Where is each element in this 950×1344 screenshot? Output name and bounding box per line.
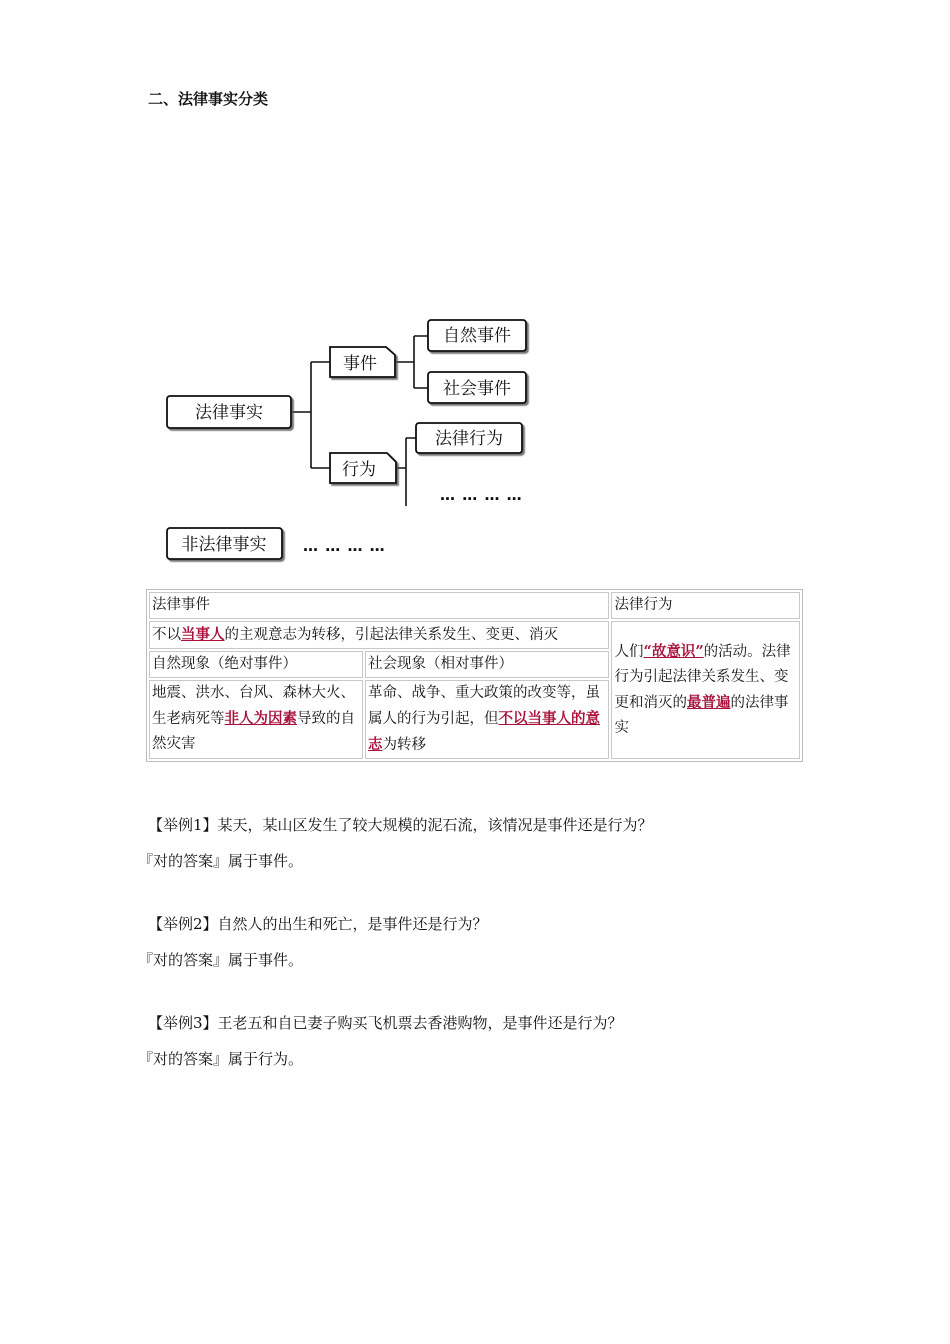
node-event — [330, 347, 395, 377]
node-social-event-label: 社会事件 — [443, 379, 511, 399]
highlight-intent: “故意识” — [643, 643, 704, 660]
example-1-answer: 『对的答案』属于事件。 — [138, 852, 304, 870]
highlight-most-common: 最普遍 — [686, 694, 731, 711]
table-row — [149, 621, 800, 649]
event-definition-cell: 不以当事人的主观意志为转移，引起法律关系发生、变更、消灭 — [149, 621, 609, 649]
example-2-question: 【举例2】自然人的出生和死亡，是事件还是行为？ — [148, 915, 488, 933]
act-definition-cell: 人们“故意识”的活动。法律行为引起法律关系发生、变更和消灭的最普遍的法律事实 — [611, 621, 800, 759]
node-legal-fact-label: 法律事实 — [195, 403, 263, 423]
node-act-label: 行为 — [342, 460, 376, 480]
example-3-question: 【举例3】王老五和自已妻子购买飞机票去香港购物，是事件还是行为？ — [148, 1014, 623, 1032]
node-act — [330, 453, 396, 483]
node-legal-act — [416, 423, 522, 453]
header-legal-act: 法律行为 — [611, 592, 800, 619]
natural-phenomenon-desc: 地震、洪水、台风、森林大火、生老病死等非人为因素导致的自然灾害 — [149, 680, 363, 759]
section-heading: 二、法律事实分类 — [148, 90, 269, 108]
social-phenomenon-title: 社会现象（相对事件） — [365, 651, 610, 678]
highlight-party: 当事人 — [181, 626, 225, 643]
node-legal-fact — [167, 396, 291, 428]
legal-fact-table — [146, 589, 803, 762]
act-more-ellipsis: … … … … — [440, 486, 523, 504]
natural-phenomenon-title: 自然现象（绝对事件） — [149, 651, 363, 678]
node-non-legal-fact — [167, 528, 282, 559]
header-legal-event: 法律事件 — [149, 592, 609, 619]
highlight-not-by-will: 不以当事人的意志 — [367, 710, 600, 753]
highlight-non-human: 非人为因素 — [224, 710, 297, 727]
node-legal-act-label: 法律行为 — [435, 429, 503, 449]
example-3-answer: 『对的答案』属于行为。 — [138, 1050, 304, 1068]
non-fact-more-ellipsis: … … … … — [303, 537, 386, 555]
example-2-answer: 『对的答案』属于事件。 — [138, 951, 304, 969]
node-natural-event — [428, 320, 526, 351]
classification-diagram — [160, 310, 580, 570]
example-1-question: 【举例1】某天，某山区发生了较大规模的泥石流，该情况是事件还是行为？ — [148, 816, 653, 834]
social-phenomenon-desc: 革命、战争、重大政策的改变等，虽属人的行为引起，但不以当事人的意志为转移 — [365, 680, 610, 759]
node-natural-event-label: 自然事件 — [443, 326, 511, 346]
table-row — [149, 592, 800, 619]
node-social-event — [428, 372, 526, 403]
node-non-legal-fact-label: 非法律事实 — [181, 535, 267, 555]
node-event-label: 事件 — [343, 354, 377, 374]
